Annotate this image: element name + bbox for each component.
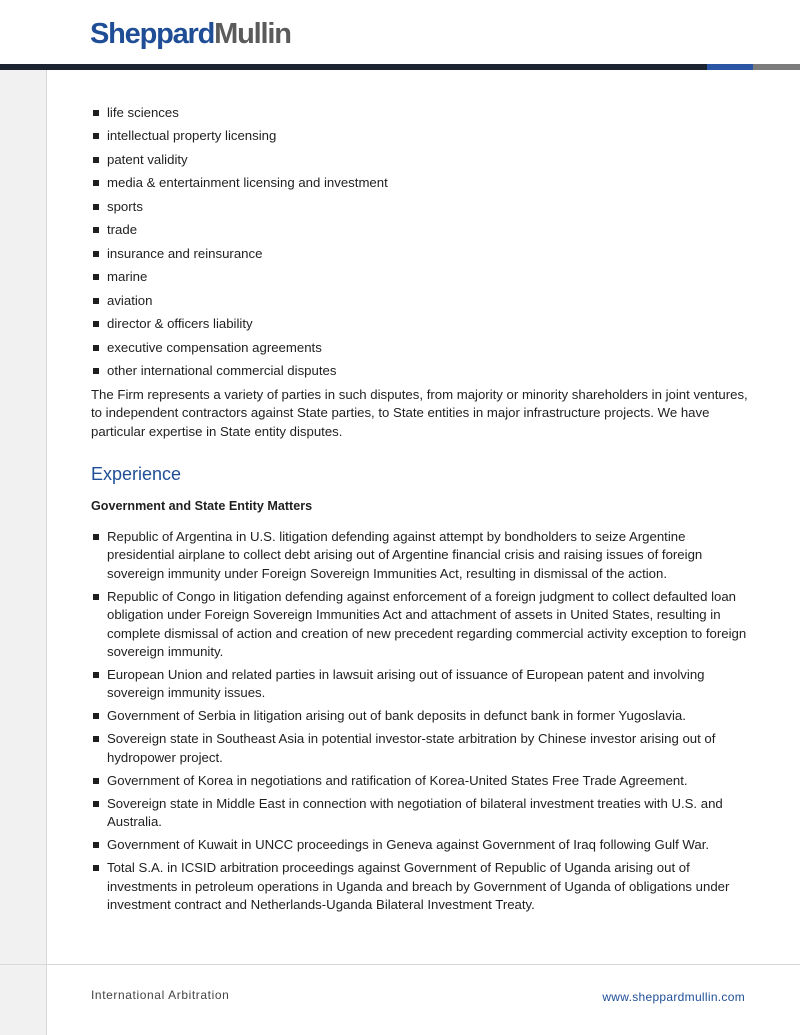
square-bullet-icon xyxy=(93,227,99,233)
square-bullet-icon xyxy=(93,842,99,848)
square-bullet-icon xyxy=(93,713,99,719)
matter-text: Government of Serbia in litigation arising out of bank deposits in defunct bank in former Yugoslavia. xyxy=(107,708,686,724)
section-heading: Experience xyxy=(91,464,182,485)
topic-text: life sciences xyxy=(107,105,179,120)
page-header xyxy=(0,0,800,70)
logo-text-primary: Sheppard xyxy=(90,18,215,50)
list-item xyxy=(91,588,751,662)
square-bullet-icon xyxy=(93,778,99,784)
list-item xyxy=(91,221,751,239)
list-item xyxy=(91,707,751,725)
list-item xyxy=(91,859,751,914)
matter-text: Total S.A. in ICSID arbitration proceedings against Government of Republic of Uganda arising out of investments in petroleum operations in Uganda and breach by Government of Uganda of obligations under investment contract and Netherlands-Uganda Bilateral Investment Treaty. xyxy=(107,860,730,913)
square-bullet-icon xyxy=(93,736,99,742)
matter-text: European Union and related parties in lawsuit arising out of issuance of European patent and involving sovereign immunity issues. xyxy=(107,667,705,701)
topic-text: trade xyxy=(107,222,138,238)
list-item xyxy=(91,528,751,583)
square-bullet-icon xyxy=(93,133,99,139)
topic-text: media & entertainment licensing and investment xyxy=(107,175,388,191)
matter-text: Republic of Congo in litigation defending against enforcement of a foreign judgment to collect defaulted loan obligation under Foreign Sovereign Immunities Act and attachment of assets in United States, resulting in complete dismissal of action and creation of new precedent regarding commercial activity exception to foreign sovereign immunity. xyxy=(107,588,747,660)
logo-text-secondary: Mullin xyxy=(214,18,291,50)
square-bullet-icon xyxy=(93,204,99,210)
matter-text: Government of Korea in negotiations and ratification of Korea-United States Free Trade Agreement. xyxy=(107,772,688,788)
topic-text: aviation xyxy=(107,292,153,308)
square-bullet-icon xyxy=(93,594,99,600)
intro-paragraph: The Firm represents a variety of parties in such disputes, from majority or minority shareholders in joint ventures, to independent contractors against State parties, to State entities in major infrastructure projects. We have particular expertise in State entity disputes. xyxy=(91,386,748,439)
square-bullet-icon xyxy=(93,251,99,257)
firm-logo xyxy=(90,17,291,51)
list-item xyxy=(91,339,751,357)
square-bullet-icon xyxy=(93,345,99,351)
square-bullet-icon xyxy=(93,180,99,186)
left-margin-band xyxy=(0,0,47,1035)
list-item xyxy=(91,292,751,310)
square-bullet-icon xyxy=(93,274,99,280)
header-rule-blue-accent xyxy=(707,64,753,70)
square-bullet-icon xyxy=(93,801,99,807)
list-item xyxy=(91,836,751,854)
footer-divider xyxy=(0,964,800,965)
topic-text: intellectual property licensing xyxy=(107,128,277,144)
list-item xyxy=(91,198,751,216)
topics-list xyxy=(91,104,751,381)
matter-text: Government of Kuwait in UNCC proceedings in Geneva against Government of Iraq following Gulf War. xyxy=(107,837,710,853)
list-item xyxy=(91,730,751,767)
square-bullet-icon xyxy=(93,368,99,374)
topic-text: director & officers liability xyxy=(107,316,253,332)
matter-text: Republic of Argentina in U.S. litigation defending against attempt by bondholders to seize Argentine presidential airplane to collect debt arising out of Argentine financial crisis and raising issues of foreign sovereign immunity under Foreign Sovereign Immunities Act, resulting in dismissal of the action. xyxy=(107,529,703,581)
header-rule-gray-accent xyxy=(753,64,800,70)
footer-practice-name: International Arbitration xyxy=(91,988,230,1002)
header-rule xyxy=(0,64,800,70)
square-bullet-icon xyxy=(93,534,99,540)
list-item xyxy=(91,666,751,703)
footer-website-link[interactable]: www.sheppardmullin.com xyxy=(602,990,745,1004)
square-bullet-icon xyxy=(93,865,99,871)
list-item xyxy=(91,151,751,169)
list-item xyxy=(91,268,751,286)
square-bullet-icon xyxy=(93,157,99,163)
matter-text: Sovereign state in Southeast Asia in potential investor-state arbitration by Chinese investor arising out of hydropower project. xyxy=(107,731,716,765)
list-item xyxy=(91,104,751,122)
square-bullet-icon xyxy=(93,298,99,304)
topic-text: marine xyxy=(107,269,148,285)
topic-text: patent validity xyxy=(107,151,188,167)
list-item xyxy=(91,362,751,380)
subsection-heading: Government and State Entity Matters xyxy=(91,499,313,514)
list-item xyxy=(91,772,751,790)
square-bullet-icon xyxy=(93,321,99,327)
matters-list xyxy=(91,528,751,914)
list-item xyxy=(91,127,751,145)
square-bullet-icon xyxy=(93,110,99,116)
list-item xyxy=(91,245,751,263)
list-item xyxy=(91,795,751,832)
topic-text: insurance and reinsurance xyxy=(107,245,263,261)
matter-text: Sovereign state in Middle East in connection with negotiation of bilateral investment treaties with U.S. and Australia. xyxy=(107,795,723,830)
topic-text: other international commercial disputes xyxy=(107,363,337,379)
list-item xyxy=(91,315,751,333)
list-item xyxy=(91,174,751,192)
square-bullet-icon xyxy=(93,672,99,678)
topic-text: executive compensation agreements xyxy=(107,339,322,355)
page-content xyxy=(91,104,751,919)
topic-text: sports xyxy=(107,198,143,214)
